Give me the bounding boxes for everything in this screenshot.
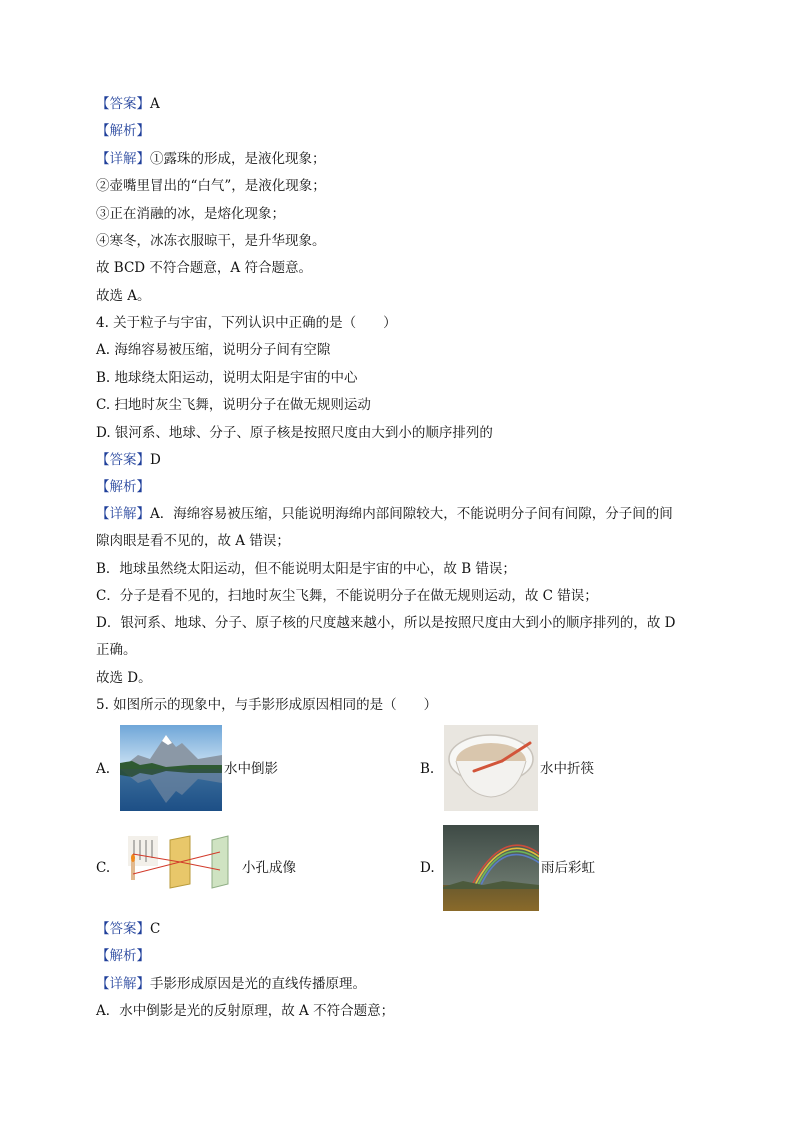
q5-option-c-letter: C. (96, 860, 111, 876)
q5-answer-line (96, 920, 160, 938)
q5-option-d-caption: 雨后彩虹 (541, 860, 595, 876)
q4-option-a: A. 海绵容易被压缩，说明分子间有空隙 (96, 342, 331, 358)
q5-option-b-letter: B. (420, 761, 435, 777)
detail-tag: 【详解】 (96, 976, 150, 992)
q3-detail-line (96, 150, 326, 168)
detail-tag: 【详解】 (96, 506, 150, 522)
q5-option-c-caption: 小孔成像 (242, 860, 296, 876)
q5-detail-text: 手影形成原因是光的直线传播原理。 (150, 976, 366, 992)
q3-line: ④寒冬，冰冻衣服晾干，是升华现象。 (96, 233, 326, 249)
detail-tag: 【详解】 (96, 151, 150, 167)
q4-detail-line: D．银河系、地球、分子、原子核的尺度越来越小，所以是按照尺度由大到小的顺序排列的，故 D (96, 615, 676, 631)
answer-tag: 【答案】 (96, 452, 150, 468)
q5-analysis-tag: 【解析】 (96, 948, 150, 964)
answer-value: D (150, 452, 161, 468)
bent-chopstick-image (444, 725, 538, 811)
q4-option-d: D. 银河系、地球、分子、原子核是按照尺度由大到小的顺序排列的 (96, 425, 493, 441)
q3-line: ②壶嘴里冒出的“白气”，是液化现象； (96, 178, 326, 194)
q3-line: 故选 A。 (96, 288, 151, 304)
answer-value: A (150, 96, 160, 112)
q4-analysis-tag: 【解析】 (96, 479, 150, 495)
q5-option-a-caption: 水中倒影 (224, 761, 278, 777)
answer-value: C (150, 921, 161, 937)
q3-analysis-tag: 【解析】 (96, 123, 150, 139)
q4-option-b: B. 地球绕太阳运动，说明太阳是宇宙的中心 (96, 370, 358, 386)
q5-option-b-caption: 水中折筷 (540, 761, 594, 777)
q4-detail-line: 故选 D。 (96, 670, 152, 686)
q5-detail-line (96, 975, 366, 993)
q4-detail-line: 正确。 (96, 642, 137, 658)
pinhole-imaging-image (126, 834, 238, 890)
rainbow-image (443, 825, 539, 911)
mountain-reflection-image (120, 725, 222, 811)
answer-tag: 【答案】 (96, 96, 150, 112)
q4-detail-line (96, 505, 673, 523)
q3-line: ③正在消融的冰，是熔化现象； (96, 206, 285, 222)
q4-detail-text: A．海绵容易被压缩，只能说明海绵内部间隙较大，不能说明分子间有间隙，分子间的间 (150, 506, 673, 522)
q5-option-a-letter: A. (96, 761, 111, 777)
q3-detail-text: ①露珠的形成，是液化现象； (150, 151, 326, 167)
q5-detail-line: A．水中倒影是光的反射原理，故 A 不符合题意； (96, 1003, 395, 1019)
q4-question: 4. 关于粒子与宇宙，下列认识中正确的是（ ） (96, 315, 397, 331)
q3-line: 故 BCD 不符合题意，A 符合题意。 (96, 260, 312, 276)
q5-question: 5. 如图所示的现象中，与手影形成原因相同的是（ ） (96, 697, 438, 713)
q4-answer-line (96, 451, 161, 469)
answer-tag: 【答案】 (96, 921, 150, 937)
q3-answer-line (96, 95, 160, 113)
q4-detail-line: B．地球虽然绕太阳运动，但不能说明太阳是宇宙的中心，故 B 错误； (96, 561, 516, 577)
q4-detail-line: C．分子是看不见的，扫地时灰尘飞舞，不能说明分子在做无规则运动，故 C 错误； (96, 588, 598, 604)
q5-option-d-letter: D. (420, 860, 435, 876)
q4-option-c: C. 扫地时灰尘飞舞，说明分子在做无规则运动 (96, 397, 371, 413)
q4-detail-line: 隙肉眼是看不见的，故 A 错误； (96, 533, 290, 549)
